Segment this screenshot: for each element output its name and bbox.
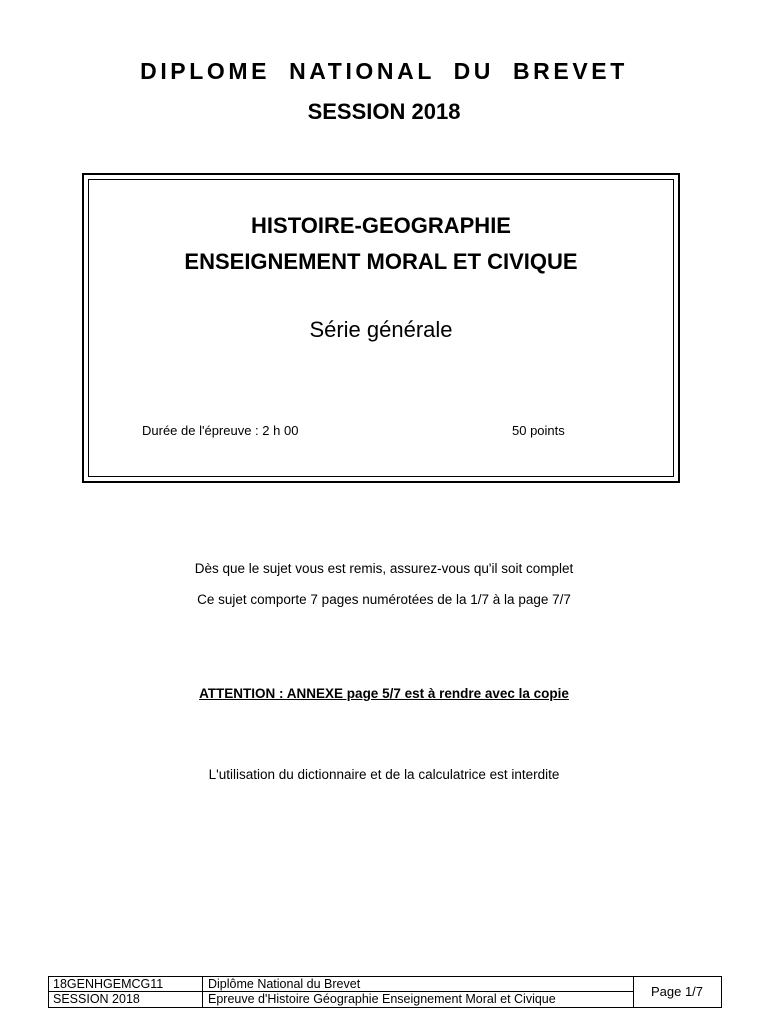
instruction-pages: Ce sujet comporte 7 pages numérotées de la 1/7 à la page 7/7	[197, 592, 571, 607]
subject-title: HISTOIRE-GEOGRAPHIE	[251, 213, 511, 238]
footer-code: 18GENHGEMCG11	[53, 977, 164, 991]
subject-subtitle: ENSEIGNEMENT MORAL ET CIVIQUE	[184, 249, 578, 274]
subject-frame	[82, 173, 680, 483]
footer-divider	[202, 977, 203, 1007]
points-text: 50 points	[512, 423, 565, 438]
instruction-complete: Dès que le sujet vous est remis, assurez-vous qu'il soit complet	[194, 561, 574, 576]
exam-title: DIPLOME NATIONAL DU BREVET	[140, 58, 628, 84]
footer-exam-name: Epreuve d'Histoire Géographie Enseignement Moral et Civique	[208, 992, 556, 1006]
duration-text: Durée de l'épreuve : 2 h 00	[142, 423, 299, 438]
instruction-forbidden: L'utilisation du dictionnaire et de la calculatrice est interdite	[208, 767, 560, 782]
attention-annex: ATTENTION : ANNEXE page 5/7 est à rendre avec la copie	[199, 686, 569, 701]
page-footer	[48, 976, 722, 1008]
footer-session: SESSION 2018	[53, 992, 140, 1006]
exam-session: SESSION 2018	[307, 99, 461, 124]
footer-page-number: Page 1/7	[650, 984, 704, 999]
serie-label: Série générale	[309, 317, 453, 342]
footer-diploma: Diplôme National du Brevet	[208, 977, 361, 991]
